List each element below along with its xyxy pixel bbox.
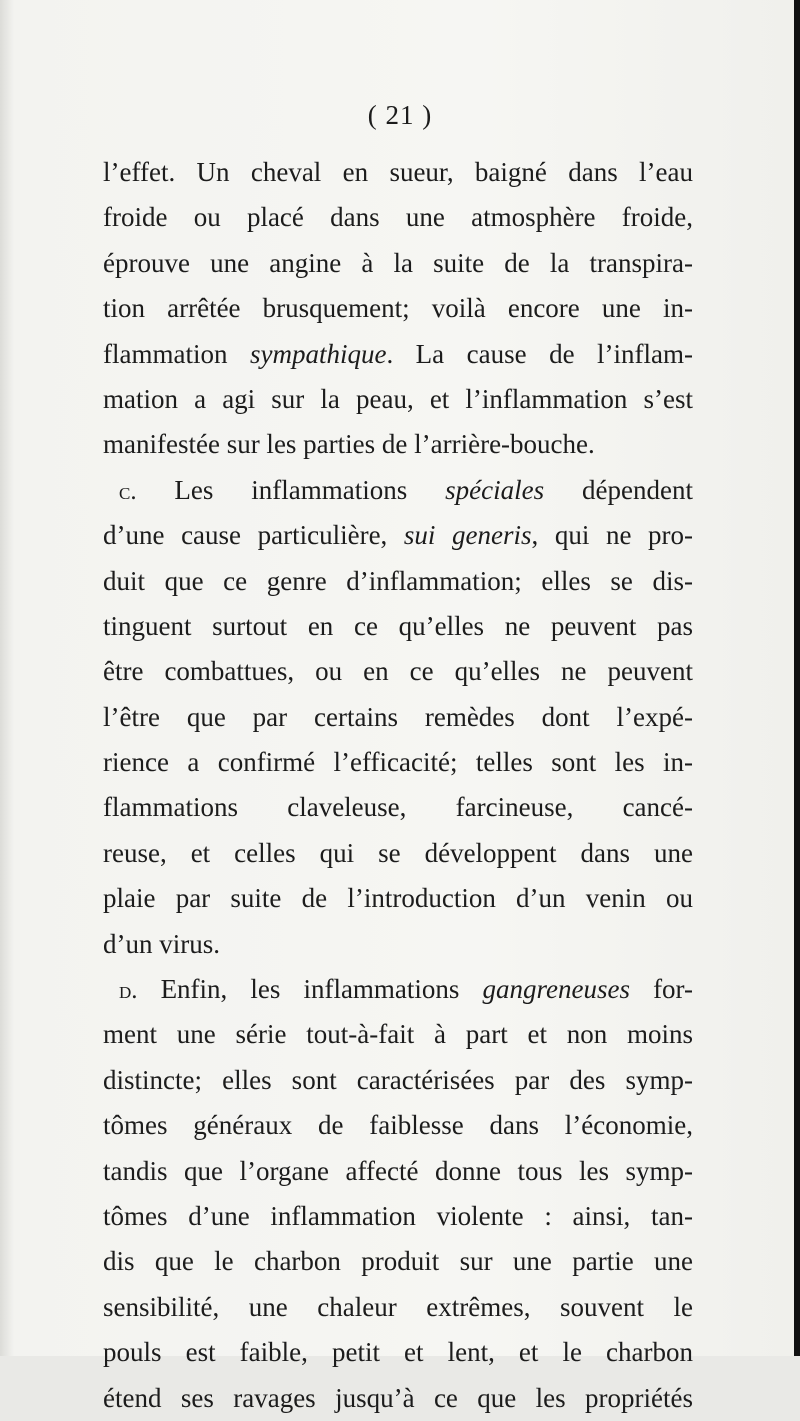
text-run: . La cause de l’inflam- xyxy=(386,338,693,369)
text-line xyxy=(103,241,693,286)
text-run: manifestée sur les parties de l’arrière-bouche. xyxy=(103,429,595,460)
text-line xyxy=(103,922,693,967)
body-text xyxy=(103,150,693,1421)
text-run: dis que le charbon produit sur une partie une xyxy=(103,1246,693,1277)
text-line xyxy=(103,831,693,876)
text-run: ment une série tout-à-fait à part et non moins xyxy=(103,1019,693,1050)
page-number: ( 21 ) xyxy=(367,100,433,130)
text-line xyxy=(103,876,693,921)
text-run: être combattues, ou en ce qu’elles ne peuvent xyxy=(103,656,693,687)
text-line xyxy=(103,1239,693,1284)
text-line xyxy=(103,1194,693,1239)
text-run: dépendent xyxy=(544,474,693,505)
text-run: plaie par suite de l’introduction d’un venin ou xyxy=(103,883,693,914)
text-run: d’un virus. xyxy=(103,928,220,959)
text-line xyxy=(103,604,693,649)
text-line xyxy=(103,377,693,422)
text-run: tion arrêtée brusquement; voilà encore une in- xyxy=(103,293,693,324)
text-line xyxy=(103,286,693,331)
text-run: distincte; elles sont caractérisées par des symp- xyxy=(103,1064,693,1095)
text-line xyxy=(103,150,693,195)
text-run: éprouve une angine à la suite de la transpira- xyxy=(103,247,693,278)
text-run: Les inflammations xyxy=(136,474,446,505)
section-letter: c. xyxy=(119,477,137,505)
text-run: flammations claveleuse, farcineuse, cancé- xyxy=(103,792,693,823)
italic-term: gangreneuses xyxy=(482,974,630,1005)
text-run: l’être que par certains remèdes dont l’expé- xyxy=(103,701,693,732)
text-run: for- xyxy=(629,974,693,1005)
text-run: tinguent surtout en ce qu’elles ne peuvent pas xyxy=(103,610,693,641)
text-line xyxy=(103,1149,693,1194)
page-edge-shadow xyxy=(794,0,800,1356)
text-line xyxy=(103,1103,693,1148)
text-line xyxy=(103,740,693,785)
text-run: duit que ce genre d’inflammation; elles se dis- xyxy=(103,565,693,596)
text-line xyxy=(103,1012,693,1057)
text-run: sensibilité, une chaleur extrêmes, souvent le xyxy=(103,1291,693,1322)
text-run: Enfin, les inflammations xyxy=(137,974,483,1005)
text-run: d’une cause particulière, xyxy=(103,520,404,551)
text-line xyxy=(103,468,693,513)
text-line xyxy=(103,695,693,740)
text-line xyxy=(103,559,693,604)
text-line xyxy=(103,195,693,240)
text-run: pouls est faible, petit et lent, et le charbon xyxy=(103,1337,693,1368)
text-run: froide ou placé dans une atmosphère froide, xyxy=(103,202,693,233)
text-run: l’effet. Un cheval en sueur, baigné dans l’eau xyxy=(103,157,693,187)
text-run: tômes généraux de faiblesse dans l’économie, xyxy=(103,1110,693,1141)
text-line xyxy=(103,1330,693,1375)
text-run: tômes d’une inflammation violente : ainsi, tan- xyxy=(103,1200,693,1231)
text-line xyxy=(103,422,693,467)
section-letter: d. xyxy=(119,977,138,1005)
text-run: , qui ne pro- xyxy=(531,520,694,551)
text-run: tandis que l’organe affecté donne tous les symp- xyxy=(103,1155,693,1186)
italic-term: sympathique xyxy=(249,338,387,369)
text-line xyxy=(103,1376,693,1421)
text-line xyxy=(103,785,693,830)
text-line xyxy=(103,1285,693,1330)
text-run: rience a confirmé l’efficacité; telles sont les in- xyxy=(103,747,693,778)
text-run: reuse, et celles qui se développent dans une xyxy=(103,837,693,868)
text-run: mation a agi sur la peau, et l’inflammation s’est xyxy=(103,383,693,414)
text-line xyxy=(103,967,693,1012)
text-line xyxy=(103,513,693,558)
text-line xyxy=(103,1058,693,1103)
text-line xyxy=(103,649,693,694)
italic-term: sui generis xyxy=(403,520,532,551)
text-run: étend ses ravages jusqu’à ce que les propriétés xyxy=(103,1382,693,1413)
text-run: flammation xyxy=(103,338,250,369)
italic-term: spéciales xyxy=(445,474,545,505)
text-line xyxy=(103,332,693,377)
